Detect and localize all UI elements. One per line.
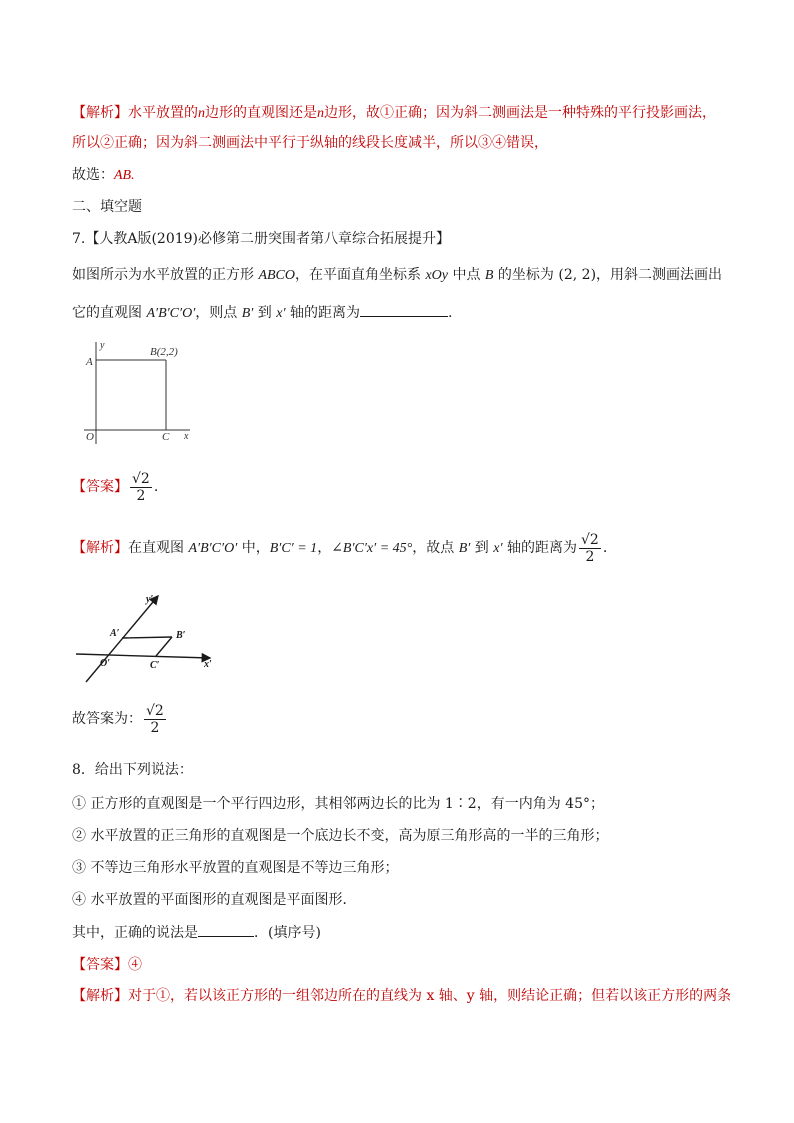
q6-analysis-line-2: 所以②正确；因为斜二测画法中平行于纵轴的线段长度减半，所以③④错误， (72, 135, 548, 151)
parallelogram-right (156, 637, 172, 656)
q7-stem-line-2: 它的直观图 A′B′C′O′，则点 B′ 到 x′ 轴的距离为 . (72, 302, 452, 324)
q8-statement-1: ① 正方形的直观图是一个平行四边形，其相邻两边长的比为 1∶2，有一内角为 45°； (72, 796, 604, 812)
label-c-prime: C′ (150, 660, 160, 671)
label-y: y (100, 340, 105, 351)
answer-blank (198, 922, 254, 937)
label-x: x (184, 431, 189, 442)
q8-statement-2: ② 水平放置的正三角形的直观图是一个底边长不变，高为原三角形高的一半的三角形； (72, 828, 609, 844)
q6-analysis-line-1: 【解析】水平放置的n边形的直观图还是n边形，故①正确；因为斜二测画法是一种特殊的平行投影画法， (72, 105, 716, 121)
label-x-prime: x′ (204, 659, 212, 670)
oblique-projection-figure (72, 590, 222, 686)
answer-fraction: $\frac{√2}{2}$ (132, 470, 150, 504)
q7-final-answer: 故答案为： $\frac{√2}{2}$ (72, 702, 164, 736)
y-prime-axis (86, 596, 158, 682)
parallelogram-top (122, 637, 172, 638)
section-heading: 二、填空题 (72, 199, 142, 215)
label-b-prime: B′ (176, 630, 186, 641)
q8-statement-3: ③ 不等边三角形水平放置的直观图是不等边三角形； (72, 860, 399, 876)
q6-choice-value: AB. (114, 168, 135, 183)
q8-answer (72, 955, 142, 975)
label-a-prime: A′ (110, 628, 120, 639)
analysis-label: 【解析】 (72, 988, 128, 1004)
q8-prompt: 其中，正确的说法是 ．(填序号) (72, 922, 321, 943)
answer-label: 【答案】 (72, 957, 128, 973)
q8-title: 8．给出下列说法： (72, 762, 193, 778)
final-fraction: $\frac{√2}{2}$ (146, 702, 164, 736)
q8-statement-4: ④ 水平放置的平面图形的直观图是平面图形． (72, 892, 357, 908)
q8-analysis: 【解析】对于①，若以该正方形的一组邻边所在的直线为 x 轴、y 轴，则结论正确；但若以该正方形的两条 (72, 988, 732, 1004)
q6-choice: 故选：AB. (72, 167, 135, 183)
label-a: A (86, 356, 93, 368)
analysis-fraction: $\frac{√2}{2}$ (580, 531, 599, 565)
square-abco-figure (82, 338, 212, 450)
label-o: O (86, 431, 94, 443)
q7-stem-line-1: 如图所示为水平放置的正方形 ABCO，在平面直角坐标系 xOy 中点 B 的坐标为 (2, 2)，用斜二测画法画出 (72, 267, 723, 283)
q7-title: 7.【人教A版(2019)必修第二册突围者第八章综合拓展提升】 (72, 231, 451, 247)
answer-blank (360, 302, 448, 317)
x-prime-axis (76, 654, 210, 658)
analysis-label: 【解析】 (72, 105, 128, 121)
q7-answer: 【答案】 $\frac{√2}{2}$ . (72, 470, 159, 504)
answer-label: 【答案】 (72, 479, 128, 495)
label-b: B(2,2) (150, 346, 178, 358)
label-o-prime: O′ (100, 658, 111, 669)
answer-value: ④ (128, 957, 142, 973)
label-c: C (162, 431, 170, 443)
analysis-label: 【解析】 (72, 540, 128, 556)
q7-analysis: 【解析】在直观图 A′B′C′O′ 中，B′C′ = 1，∠B′C′x′ = 45°，故点 B′ 到 x′ 轴的距离为 $\frac{√2}{2}$ . (72, 531, 608, 565)
label-y-prime: y′ (146, 594, 154, 605)
